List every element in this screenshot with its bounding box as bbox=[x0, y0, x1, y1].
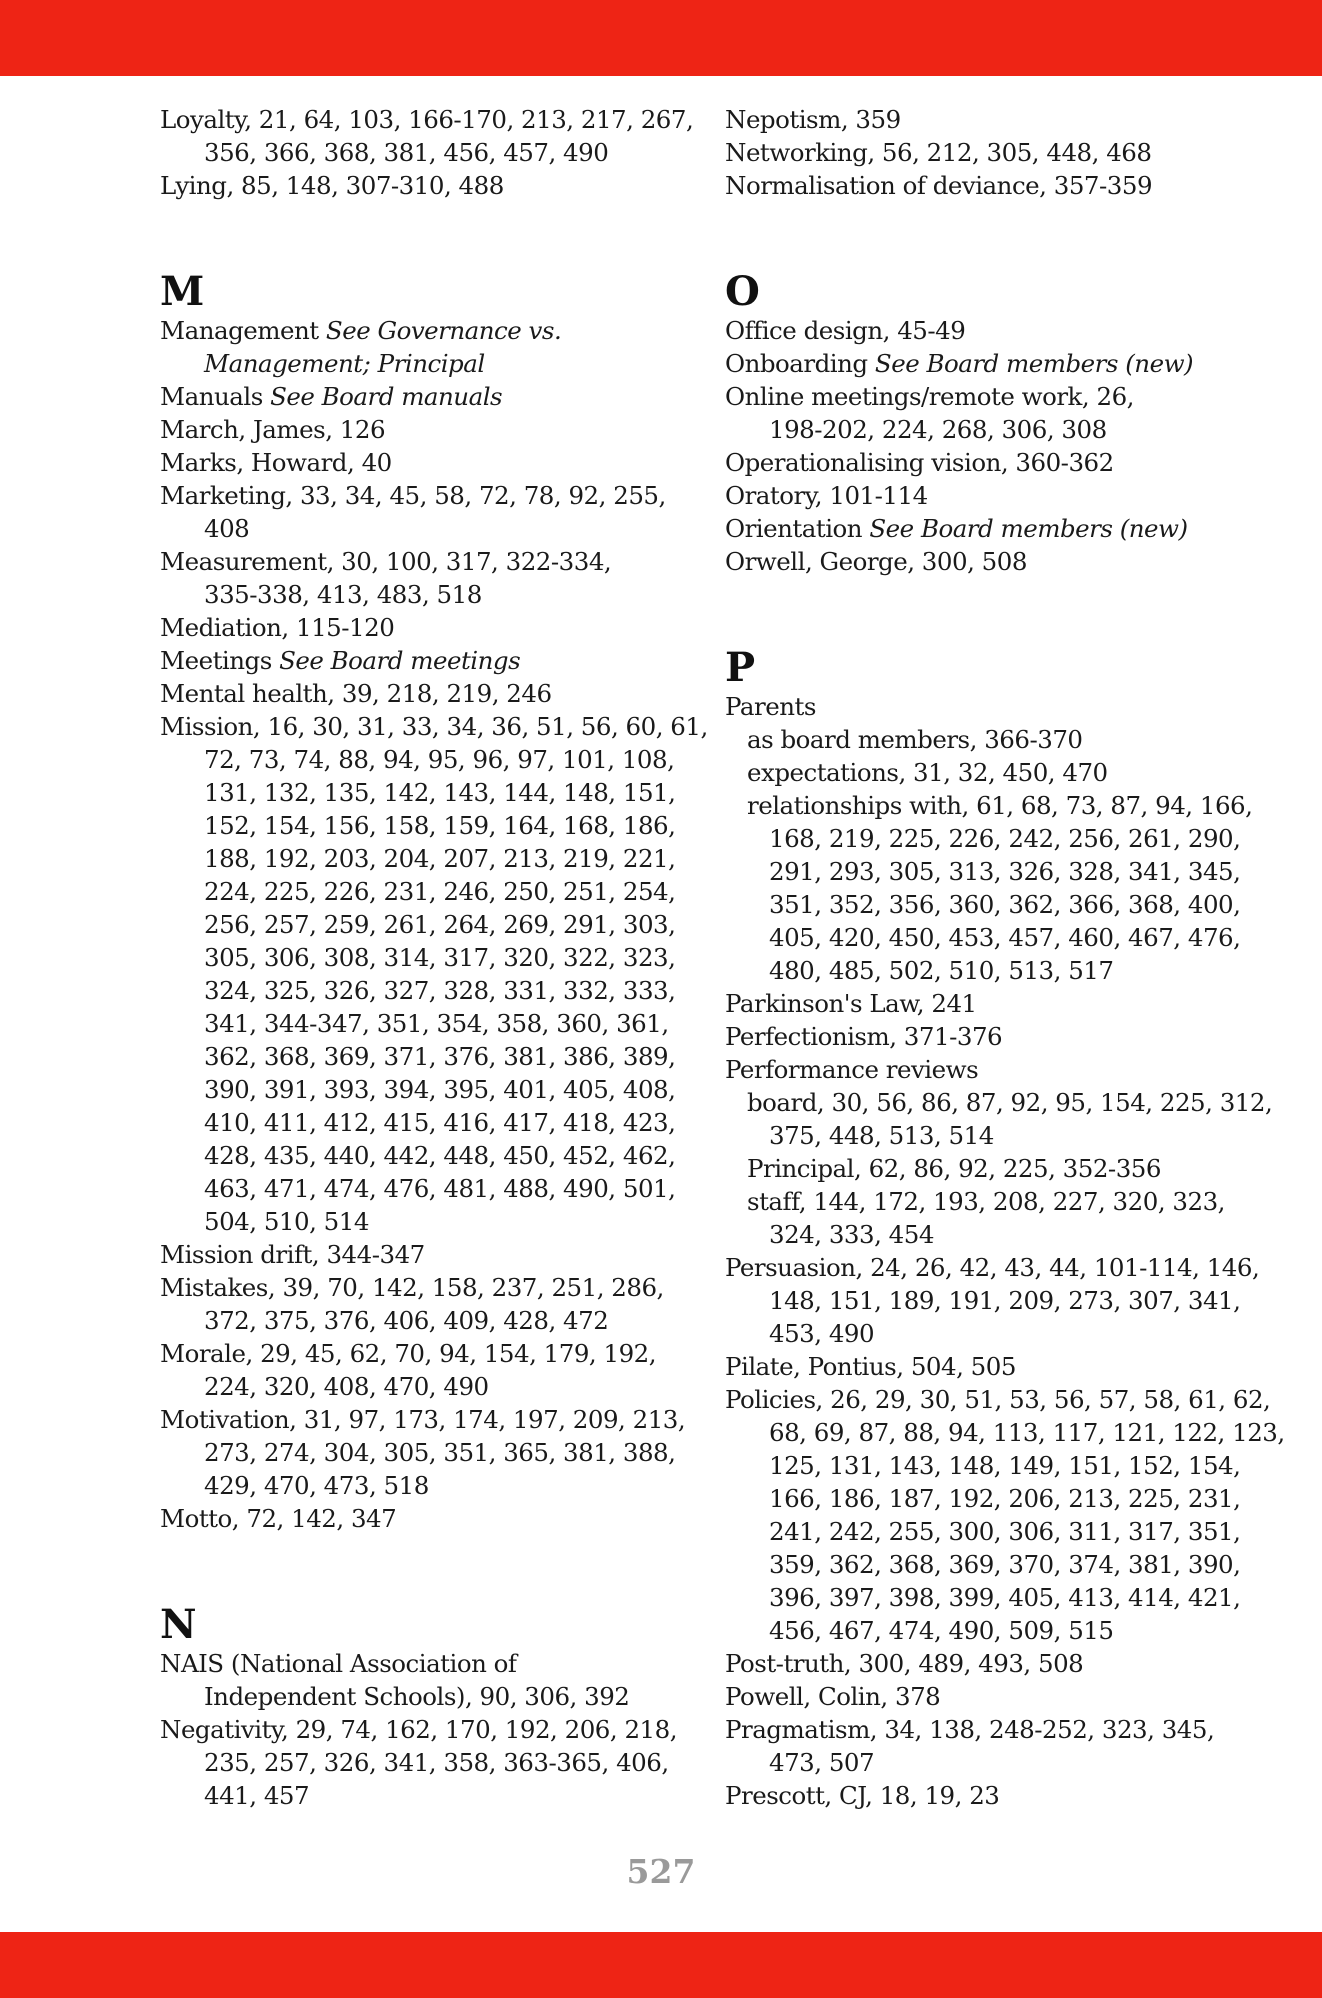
index-entry bbox=[160, 611, 680, 644]
entry-text: Mission drift, 344-347 bbox=[160, 1240, 425, 1269]
top-color-band bbox=[0, 0, 1322, 76]
entry-text: as board members, 366-370 bbox=[747, 725, 1083, 754]
entry-text: 152, 154, 156, 158, 159, 164, 168, 186, bbox=[204, 811, 676, 840]
index-subentry bbox=[725, 756, 1265, 789]
entry-text: 390, 391, 393, 394, 395, 401, 405, 408, bbox=[204, 1075, 676, 1104]
index-entry bbox=[725, 690, 1265, 723]
entry-text: 453, 490 bbox=[769, 1319, 875, 1348]
entry-text: Manuals bbox=[160, 382, 263, 411]
entry-line bbox=[725, 1152, 1265, 1185]
entry-continuation-line bbox=[160, 743, 680, 776]
entry-continuation-line bbox=[160, 1469, 680, 1502]
entry-text: 356, 366, 368, 381, 456, 457, 490 bbox=[204, 138, 609, 167]
entry-text: Lying, 85, 148, 307-310, 488 bbox=[160, 171, 504, 200]
entry-text: 351, 352, 356, 360, 362, 366, 368, 400, bbox=[769, 890, 1241, 919]
entry-text: March, James, 126 bbox=[160, 415, 386, 444]
index-entry bbox=[160, 1403, 686, 1502]
index-entry bbox=[160, 103, 694, 169]
index-entry bbox=[725, 1779, 1265, 1812]
entry-text: 441, 457 bbox=[204, 1781, 310, 1810]
see-reference: See Board manuals bbox=[270, 382, 503, 411]
index-entry bbox=[160, 413, 680, 446]
entry-line bbox=[725, 1251, 1265, 1284]
index-entry bbox=[160, 314, 680, 380]
entry-text: Principal, 62, 86, 92, 225, 352-356 bbox=[747, 1154, 1161, 1183]
entry-continuation-line bbox=[160, 1436, 680, 1469]
entry-line bbox=[160, 314, 680, 347]
entry-line bbox=[725, 723, 1265, 756]
index-entry bbox=[725, 103, 1265, 136]
entry-text: Measurement, 30, 100, 317, 322-334, bbox=[160, 547, 612, 576]
index-entry bbox=[160, 1337, 680, 1403]
page-number: 527 bbox=[626, 1852, 696, 1891]
entry-text: 305, 306, 308, 314, 317, 320, 322, 323, bbox=[204, 943, 676, 972]
entry-text: Marks, Howard, 40 bbox=[160, 448, 392, 477]
entry-text: Orwell, George, 300, 508 bbox=[725, 547, 1027, 576]
entry-text: NAIS (National Association of bbox=[160, 1649, 517, 1678]
section-letter-heading: N bbox=[160, 1601, 197, 1648]
entry-continuation-line bbox=[725, 1284, 1265, 1317]
index-entry bbox=[160, 1238, 680, 1271]
index-section-o bbox=[725, 270, 1265, 578]
see-reference: See Board members (new) bbox=[869, 514, 1188, 543]
index-entry bbox=[725, 446, 1265, 479]
entry-line bbox=[160, 710, 708, 743]
entry-text: 359, 362, 368, 369, 370, 374, 381, 390, bbox=[769, 1550, 1241, 1579]
entry-continuation-line bbox=[160, 1680, 680, 1713]
index-entry bbox=[160, 1271, 680, 1337]
entry-text: Parents bbox=[725, 692, 816, 721]
entry-text: Mission, 16, 30, 31, 33, 34, 36, 51, 56, 60, 61, bbox=[160, 712, 708, 741]
index-entry bbox=[725, 1251, 1265, 1350]
index-entry bbox=[160, 545, 680, 611]
entry-text: Management; Principal bbox=[204, 349, 485, 378]
entry-text: 68, 69, 87, 88, 94, 113, 117, 121, 122, 123, bbox=[769, 1418, 1285, 1447]
entry-text: Motivation, 31, 97, 173, 174, 197, 209, 213, bbox=[160, 1405, 686, 1434]
entry-continuation-line bbox=[725, 1218, 1265, 1251]
entry-text: 428, 435, 440, 442, 448, 450, 452, 462, bbox=[204, 1141, 676, 1170]
entry-continuation-line bbox=[160, 136, 680, 169]
entry-text: 72, 73, 74, 88, 94, 95, 96, 97, 101, 108, bbox=[204, 745, 675, 774]
entry-continuation-line bbox=[160, 809, 680, 842]
index-section-n bbox=[160, 1603, 680, 1812]
index-entry bbox=[160, 644, 680, 677]
entry-text: Mistakes, 39, 70, 142, 158, 237, 251, 286, bbox=[160, 1273, 664, 1302]
entry-text: Online meetings/remote work, 26, bbox=[725, 382, 1134, 411]
entry-text: 291, 293, 305, 313, 326, 328, 341, 345, bbox=[769, 857, 1241, 886]
entry-text: Normalisation of deviance, 357-359 bbox=[725, 171, 1153, 200]
entry-text: 148, 151, 189, 191, 209, 273, 307, 341, bbox=[769, 1286, 1241, 1315]
entry-continuation-line bbox=[160, 908, 680, 941]
entry-continuation-line bbox=[725, 1482, 1265, 1515]
entry-text: 362, 368, 369, 371, 376, 381, 386, 389, bbox=[204, 1042, 676, 1071]
entry-text: Mediation, 115-120 bbox=[160, 613, 395, 642]
entry-continuation-line bbox=[160, 1106, 680, 1139]
entry-text: 324, 333, 454 bbox=[769, 1220, 934, 1249]
entry-line bbox=[725, 446, 1265, 479]
entry-text: Independent Schools), 90, 306, 392 bbox=[204, 1682, 630, 1711]
entry-continuation-line bbox=[160, 941, 680, 974]
entry-text: Prescott, CJ, 18, 19, 23 bbox=[725, 1781, 1000, 1810]
entry-line bbox=[725, 1350, 1265, 1383]
index-subentry bbox=[725, 1152, 1265, 1185]
entry-text: expectations, 31, 32, 450, 470 bbox=[747, 758, 1108, 787]
entry-line bbox=[725, 314, 1265, 347]
index-entry bbox=[725, 314, 1265, 347]
entry-continuation-line bbox=[725, 1746, 1265, 1779]
entry-continuation-line bbox=[160, 842, 680, 875]
entry-line bbox=[725, 756, 1265, 789]
entry-text: 375, 448, 513, 514 bbox=[769, 1121, 994, 1150]
entry-line bbox=[160, 644, 680, 677]
entry-continuation-line bbox=[725, 1119, 1265, 1152]
entry-text: Powell, Colin, 378 bbox=[725, 1682, 941, 1711]
index-entry bbox=[160, 1713, 680, 1812]
entry-text: relationships with, 61, 68, 73, 87, 94, 166, bbox=[747, 791, 1253, 820]
entry-text: Morale, 29, 45, 62, 70, 94, 154, 179, 192, bbox=[160, 1339, 657, 1368]
entry-text: 341, 344-347, 351, 354, 358, 360, 361, bbox=[204, 1009, 669, 1038]
entry-text: Mental health, 39, 218, 219, 246 bbox=[160, 679, 552, 708]
entry-continuation-line bbox=[160, 974, 680, 1007]
index-entry bbox=[725, 479, 1265, 512]
index-section-m bbox=[160, 268, 708, 1535]
entry-text: staff, 144, 172, 193, 208, 227, 320, 323, bbox=[747, 1187, 1225, 1216]
entry-continuation-line bbox=[160, 1205, 680, 1238]
entry-text: 224, 320, 408, 470, 490 bbox=[204, 1372, 489, 1401]
entry-line bbox=[725, 169, 1265, 202]
entry-continuation-line bbox=[160, 512, 680, 545]
entry-text: Post-truth, 300, 489, 493, 508 bbox=[725, 1649, 1084, 1678]
entry-line bbox=[725, 479, 1265, 512]
entry-line bbox=[160, 1403, 686, 1436]
entry-continuation-line bbox=[725, 1416, 1285, 1449]
entry-line bbox=[725, 1020, 1265, 1053]
entry-line bbox=[725, 136, 1265, 169]
index-entry bbox=[725, 380, 1265, 446]
index-entry bbox=[160, 1502, 680, 1535]
entry-continuation-line bbox=[160, 1007, 680, 1040]
entry-line bbox=[160, 611, 680, 644]
index-subentry bbox=[725, 723, 1265, 756]
index-entry bbox=[160, 677, 680, 710]
entry-text: Marketing, 33, 34, 45, 58, 72, 78, 92, 255, bbox=[160, 481, 666, 510]
entry-text: 480, 485, 502, 510, 513, 517 bbox=[769, 956, 1114, 985]
entry-text: Nepotism, 359 bbox=[725, 105, 901, 134]
entry-text: 335-338, 413, 483, 518 bbox=[204, 580, 482, 609]
entry-line bbox=[160, 103, 694, 136]
section-letter-heading: P bbox=[725, 644, 755, 691]
index-entry bbox=[725, 1680, 1265, 1713]
entry-continuation-line bbox=[160, 1139, 680, 1172]
entry-text: Pilate, Pontius, 504, 505 bbox=[725, 1352, 1016, 1381]
entry-text: Office design, 45-49 bbox=[725, 316, 966, 345]
entry-text: Operationalising vision, 360-362 bbox=[725, 448, 1114, 477]
entry-text: 324, 325, 326, 327, 328, 331, 332, 333, bbox=[204, 976, 676, 1005]
index-entry bbox=[725, 1713, 1265, 1779]
index-column-left bbox=[160, 103, 708, 1812]
entry-text: Meetings bbox=[160, 646, 272, 675]
entry-line bbox=[160, 169, 680, 202]
entry-text: Networking, 56, 212, 305, 448, 468 bbox=[725, 138, 1152, 167]
entry-line bbox=[725, 1779, 1265, 1812]
entry-continuation-line bbox=[725, 1515, 1265, 1548]
entry-continuation-line bbox=[160, 1304, 680, 1337]
index-entry bbox=[160, 479, 680, 545]
index-section-p bbox=[725, 644, 1285, 1812]
entry-text: 198-202, 224, 268, 306, 308 bbox=[769, 415, 1107, 444]
entry-line bbox=[160, 413, 680, 446]
entry-line bbox=[725, 347, 1265, 380]
entry-line bbox=[725, 512, 1265, 545]
index-subentry bbox=[725, 1086, 1273, 1152]
entry-line bbox=[160, 1337, 680, 1370]
index-entry bbox=[725, 512, 1265, 545]
entry-line bbox=[160, 1502, 680, 1535]
entry-text: 125, 131, 143, 148, 149, 151, 152, 154, bbox=[769, 1451, 1241, 1480]
entry-line bbox=[160, 1647, 680, 1680]
entry-line bbox=[160, 446, 680, 479]
entry-text: 235, 257, 326, 341, 358, 363-365, 406, bbox=[204, 1748, 669, 1777]
entry-text: Loyalty, 21, 64, 103, 166-170, 213, 217, 267, bbox=[160, 105, 694, 134]
entry-line bbox=[725, 1185, 1265, 1218]
entry-text: Persuasion, 24, 26, 42, 43, 44, 101-114, 146, bbox=[725, 1253, 1260, 1282]
entry-line bbox=[160, 677, 680, 710]
entry-text: 168, 219, 225, 226, 242, 256, 261, 290, bbox=[769, 824, 1241, 853]
entry-line bbox=[725, 1086, 1273, 1119]
entry-text: Oratory, 101-114 bbox=[725, 481, 928, 510]
index-entry bbox=[160, 1647, 680, 1713]
entry-continuation-line bbox=[725, 1317, 1265, 1350]
index-column-right bbox=[725, 103, 1285, 1812]
entry-continuation-line bbox=[725, 888, 1265, 921]
entry-continuation-line bbox=[725, 954, 1265, 987]
entry-text: 224, 225, 226, 231, 246, 250, 251, 254, bbox=[204, 877, 676, 906]
entry-text: Parkinson's Law, 241 bbox=[725, 989, 977, 1018]
entry-line bbox=[725, 545, 1265, 578]
entry-line bbox=[160, 380, 680, 413]
entry-line bbox=[160, 1271, 680, 1304]
entry-text: 504, 510, 514 bbox=[204, 1207, 369, 1236]
entry-text: 405, 420, 450, 453, 457, 460, 467, 476, bbox=[769, 923, 1241, 952]
entry-continuation-line bbox=[725, 921, 1265, 954]
see-reference: See Governance vs. bbox=[325, 316, 562, 345]
index-entry bbox=[160, 710, 708, 1238]
entry-line bbox=[725, 1383, 1271, 1416]
entry-line bbox=[160, 479, 680, 512]
entry-text: Orientation bbox=[725, 514, 863, 543]
entry-continuation-line bbox=[160, 1073, 680, 1106]
entry-continuation-line bbox=[725, 855, 1265, 888]
see-reference: See Board members (new) bbox=[874, 349, 1194, 378]
entry-text: 456, 467, 474, 490, 509, 515 bbox=[769, 1616, 1114, 1645]
entry-continuation-line bbox=[160, 875, 680, 908]
entry-line bbox=[725, 789, 1265, 822]
entry-text: Motto, 72, 142, 347 bbox=[160, 1504, 397, 1533]
entry-text: 241, 242, 255, 300, 306, 311, 317, 351, bbox=[769, 1517, 1241, 1546]
bottom-color-band bbox=[0, 1932, 1322, 1998]
index-entry bbox=[725, 169, 1265, 202]
entry-text: 410, 411, 412, 415, 416, 417, 418, 423, bbox=[204, 1108, 676, 1137]
entry-text: 429, 470, 473, 518 bbox=[204, 1471, 429, 1500]
index-entry bbox=[160, 446, 680, 479]
entry-text: Onboarding bbox=[725, 349, 868, 378]
entry-continuation-line bbox=[160, 1370, 680, 1403]
entry-continuation-line bbox=[160, 1172, 680, 1205]
entry-text: 372, 375, 376, 406, 409, 428, 472 bbox=[204, 1306, 609, 1335]
entry-text: 188, 192, 203, 204, 207, 213, 219, 221, bbox=[204, 844, 676, 873]
entry-text: 131, 132, 135, 142, 143, 144, 148, 151, bbox=[204, 778, 676, 807]
entry-continuation-line bbox=[725, 1548, 1265, 1581]
entry-text: 473, 507 bbox=[769, 1748, 875, 1777]
entry-continuation-line bbox=[160, 578, 680, 611]
entry-text: Policies, 26, 29, 30, 51, 53, 56, 57, 58, 61, 62, bbox=[725, 1385, 1271, 1414]
entry-text: Perfectionism, 371-376 bbox=[725, 1022, 1003, 1051]
entry-text: 408 bbox=[204, 514, 250, 543]
entry-line bbox=[725, 1713, 1265, 1746]
entry-line bbox=[160, 1238, 680, 1271]
entry-continuation-line bbox=[160, 1040, 680, 1073]
entry-line bbox=[160, 545, 680, 578]
entry-text: board, 30, 56, 86, 87, 92, 95, 154, 225, 312, bbox=[747, 1088, 1273, 1117]
entry-text: 256, 257, 259, 261, 264, 269, 291, 303, bbox=[204, 910, 676, 939]
entry-line bbox=[725, 1680, 1265, 1713]
entry-continuation-line bbox=[160, 1779, 680, 1812]
entry-line bbox=[725, 1053, 1265, 1086]
section-letter-heading: O bbox=[725, 268, 760, 315]
entry-text: Negativity, 29, 74, 162, 170, 192, 206, 218, bbox=[160, 1715, 677, 1744]
entry-continuation-line bbox=[160, 1746, 680, 1779]
entry-line bbox=[725, 103, 1265, 136]
see-reference: See Board meetings bbox=[279, 646, 521, 675]
entry-line bbox=[725, 987, 1265, 1020]
index-section-continued bbox=[725, 103, 1265, 202]
index-subentry bbox=[725, 1185, 1265, 1251]
entry-text: 463, 471, 474, 476, 481, 488, 490, 501, bbox=[204, 1174, 676, 1203]
index-entry bbox=[725, 545, 1265, 578]
index-entry bbox=[725, 1383, 1285, 1647]
index-entry bbox=[160, 169, 680, 202]
entry-text: Performance reviews bbox=[725, 1055, 979, 1084]
entry-continuation-line bbox=[725, 1581, 1265, 1614]
index-entry bbox=[725, 347, 1265, 380]
index-entry bbox=[725, 1350, 1265, 1383]
index-entry bbox=[725, 1647, 1265, 1680]
entry-text: Pragmatism, 34, 138, 248-252, 323, 345, bbox=[725, 1715, 1215, 1744]
index-subentry bbox=[725, 789, 1265, 987]
entry-text: 396, 397, 398, 399, 405, 413, 414, 421, bbox=[769, 1583, 1241, 1612]
index-entry bbox=[725, 1053, 1265, 1086]
entry-text: 273, 274, 304, 305, 351, 365, 381, 388, bbox=[204, 1438, 676, 1467]
section-letter-heading: M bbox=[160, 268, 204, 315]
entry-text: Management bbox=[160, 316, 319, 345]
entry-text: 166, 186, 187, 192, 206, 213, 225, 231, bbox=[769, 1484, 1241, 1513]
entry-line bbox=[725, 1647, 1265, 1680]
entry-continuation-line bbox=[725, 1449, 1265, 1482]
index-section-continued bbox=[160, 103, 694, 202]
entry-line bbox=[725, 690, 1265, 723]
index-entry bbox=[725, 987, 1265, 1020]
entry-continuation-line bbox=[725, 1614, 1265, 1647]
index-entry bbox=[725, 136, 1265, 169]
entry-continuation-line bbox=[160, 347, 680, 380]
entry-continuation-line bbox=[725, 413, 1265, 446]
entry-line bbox=[160, 1713, 680, 1746]
entry-continuation-line bbox=[160, 776, 680, 809]
entry-continuation-line bbox=[725, 822, 1265, 855]
index-entry bbox=[160, 380, 680, 413]
index-entry bbox=[725, 1020, 1265, 1053]
entry-line bbox=[725, 380, 1265, 413]
